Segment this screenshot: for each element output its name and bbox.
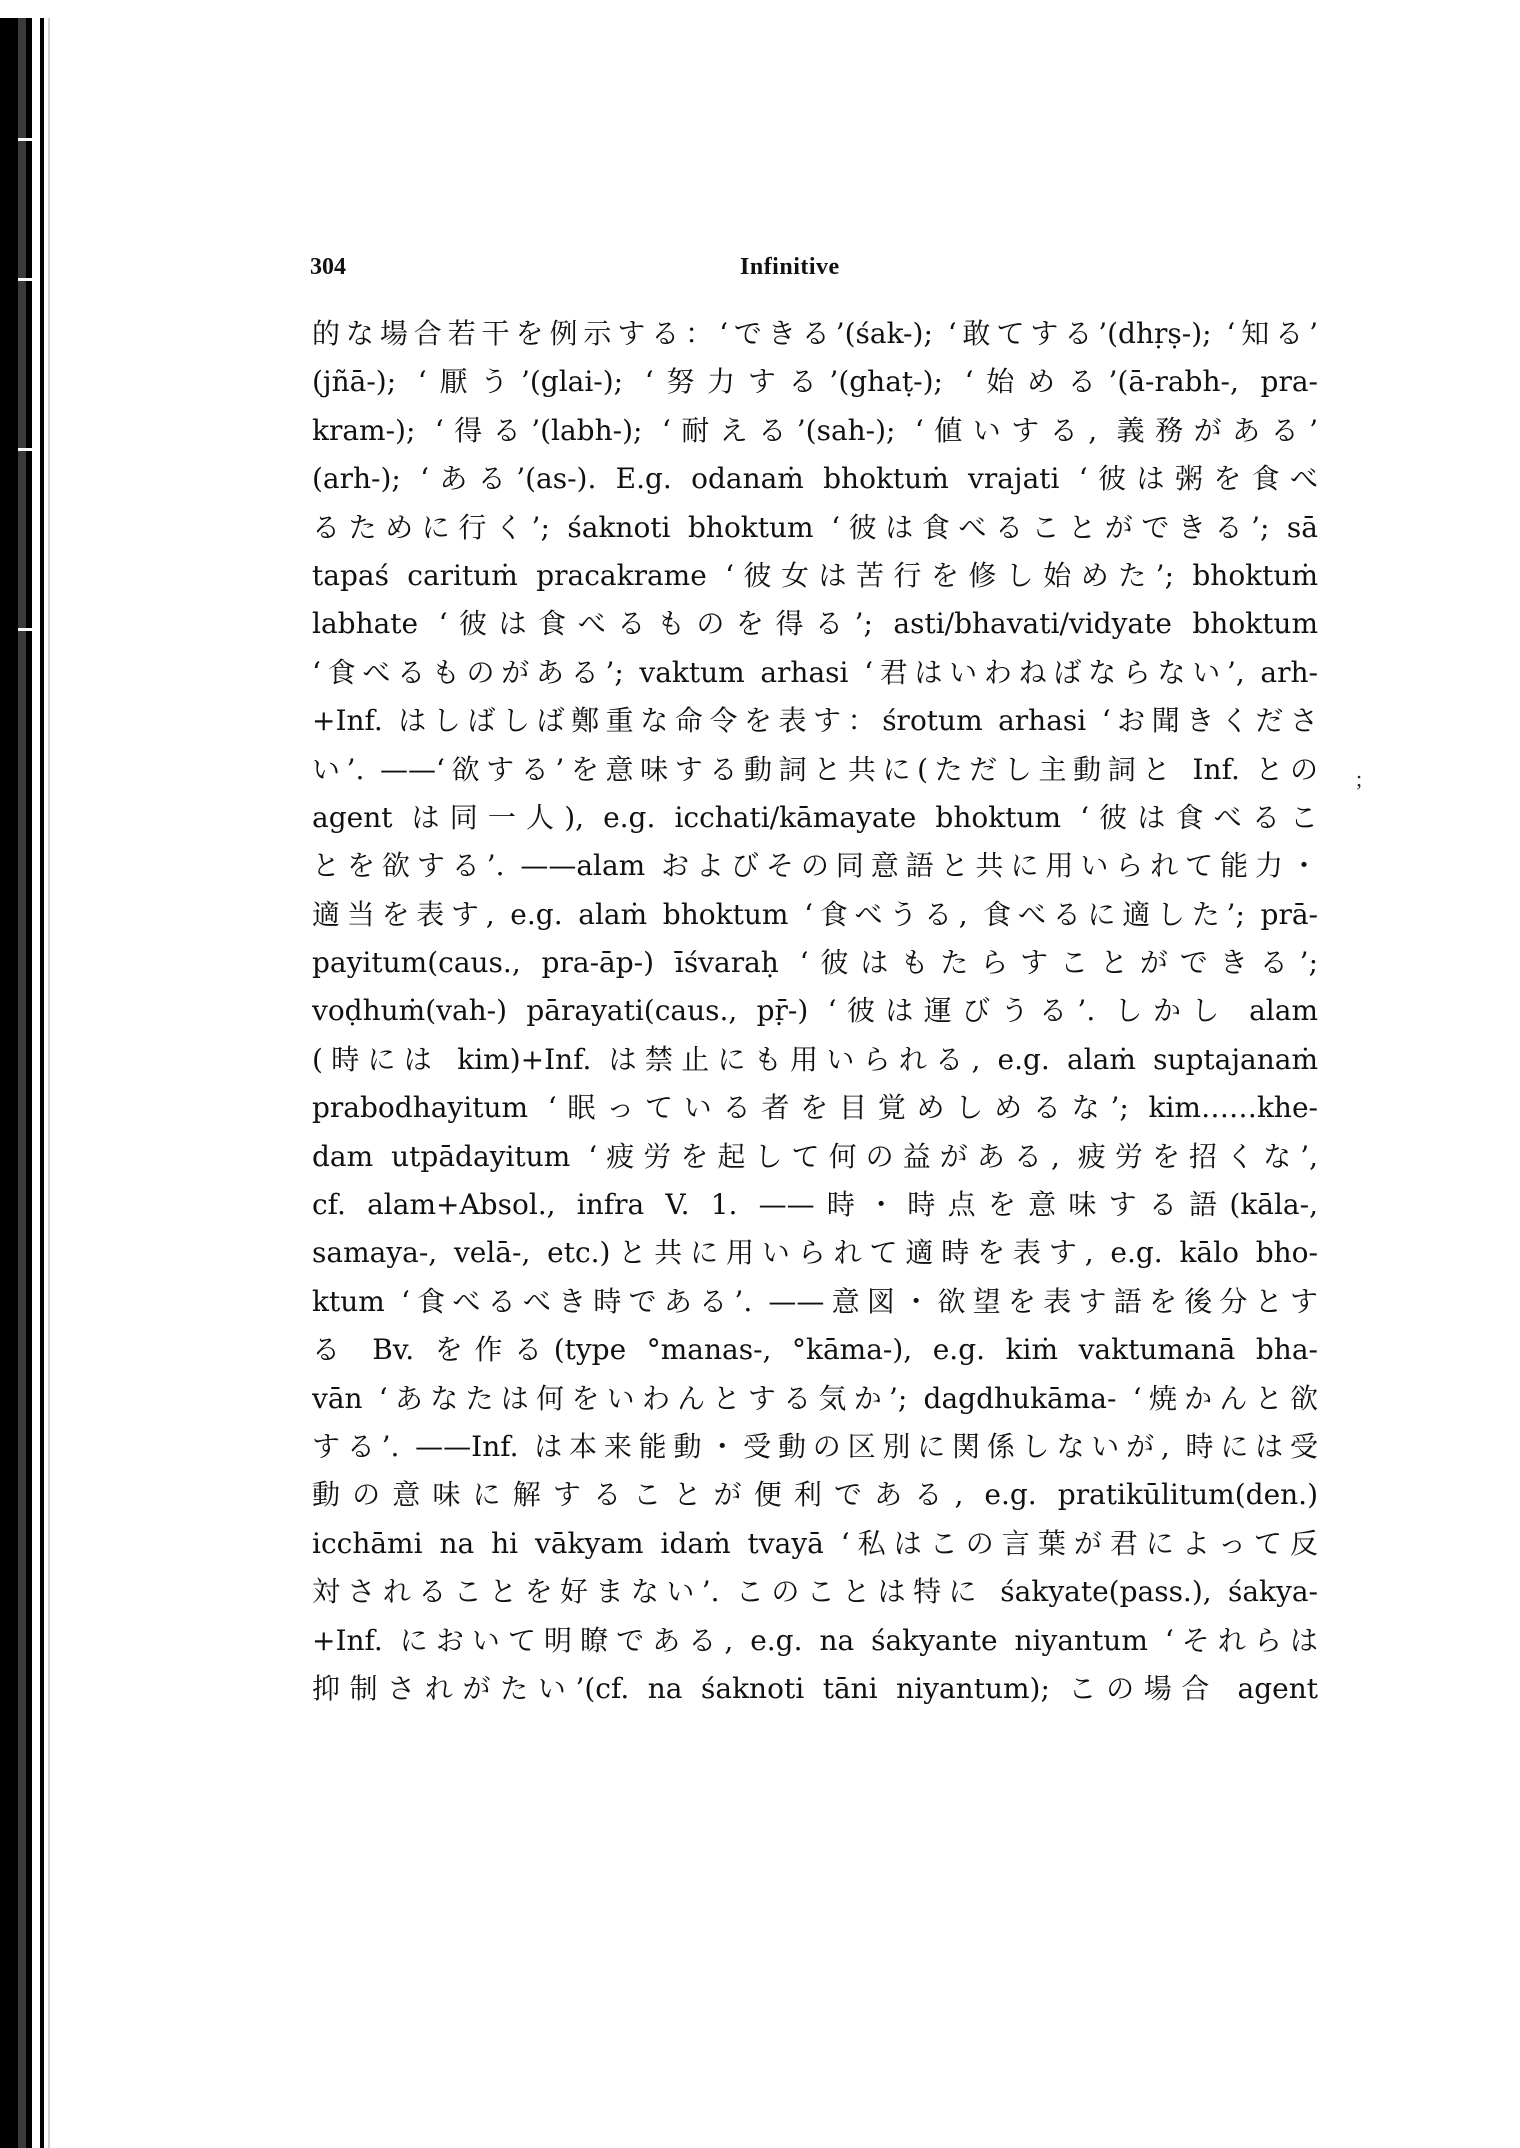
text-line: tapaś carituṁ pracakrame ‘彼女は苦行を修し始めた’; bhoktuṁ [312, 558, 1318, 592]
scan-edge-line [48, 18, 50, 2148]
text-line: cf. alam+Absol., infra V. 1. ——時・時点を意味する語(kāla-, [312, 1188, 1318, 1222]
scan-edge [0, 18, 52, 2148]
text-line: (arh-); ‘ある’(as-). E.g. odanaṁ bhoktuṁ vrajati ‘彼は粥を食べ [312, 462, 1318, 496]
text-line: voḍhuṁ(vah-) pārayati(caus., pṝ-) ‘彼は運びうる’. しかし alam [312, 994, 1318, 1028]
text-line: (時には kim)+Inf. は禁止にも用いられる, e.g. alaṁ suptajanaṁ [312, 1042, 1318, 1076]
scan-edge-tick [18, 138, 32, 141]
text-line: 的な場合若干を例示する：‘できる’(śak-); ‘敢てする’(dhṛṣ-); ‘知る’ [312, 317, 1318, 350]
text-line: labhate ‘彼は食べるものを得る’; asti/bhavati/vidyate bhoktum [312, 607, 1318, 641]
stray-mark: ; [1356, 766, 1363, 791]
scan-edge-tick [18, 448, 32, 451]
text-line: 動の意味に解することが便利である, e.g. pratikūlitum(den.) [312, 1478, 1318, 1512]
text-line: い’. ——‘欲する’を意味する動詞と共に(ただし主動詞と Inf. との [312, 752, 1318, 786]
body-text [312, 310, 1318, 1713]
text-line: るために行く’; śaknoti bhoktum ‘彼は食べることができる’; sā [312, 510, 1318, 544]
text-line: (jñā-); ‘厭う’(glai-); ‘努力する’(ghaṭ-); ‘始める’(ā-rabh-, pra- [312, 365, 1318, 399]
text-line: kram-); ‘得る’(labh-); ‘耐える’(sah-); ‘値いする, 義務がある’ [312, 413, 1318, 447]
text-line: する’. ——Inf. は本来能動・受動の区別に関係しないが, 時には受 [312, 1429, 1318, 1463]
text-line: る Bv. を作る(type °manas-, °kāma-), e.g. kiṁ vaktumanā bha- [312, 1333, 1318, 1367]
text-line: samaya-, velā-, etc.)と共に用いられて適時を表す, e.g. kālo bho- [312, 1236, 1318, 1270]
text-line: +Inf. において明瞭である, e.g. na śakyante niyantum ‘それらは [312, 1623, 1318, 1657]
text-line: 抑制されがたい’(cf. na śaknoti tāni niyantum); この場合 agent [312, 1671, 1318, 1705]
scan-binding-shadow [0, 18, 50, 2148]
page-header [310, 254, 1310, 294]
scan-edge-tick [18, 628, 32, 631]
text-line: agent は同一人), e.g. icchati/kāmayate bhoktum ‘彼は食べるこ [312, 800, 1318, 834]
running-title: Infinitive [740, 254, 840, 280]
text-line: prabodhayitum ‘眠っている者を目覚めしめるな’; kim……khe- [312, 1091, 1318, 1125]
text-line: 適当を表す, e.g. alaṁ bhoktum ‘食べうる, 食べるに適した’; prā- [312, 897, 1318, 931]
text-line: ktum ‘食べるべき時である’. ——意図・欲望を表す語を後分とす [312, 1284, 1318, 1318]
text-line: dam utpādayitum ‘疲労を起して何の益がある, 疲労を招くな’, [312, 1139, 1318, 1173]
scan-edge-tick [18, 278, 32, 281]
text-line: ‘食べるものがある’; vaktum arhasi ‘君はいわねばならない’, arh- [312, 655, 1318, 689]
page-number: 304 [310, 254, 346, 280]
text-line: とを欲する’. ——alam およびその同意語と共に用いられて能力・ [312, 849, 1318, 883]
text-line: +Inf. はしばしば鄭重な命令を表す：śrotum arhasi ‘お聞きくださ [312, 704, 1318, 738]
text-line: 対されることを好まない’. このことは特に śakyate(pass.), śakya- [312, 1575, 1318, 1609]
text-line: vān ‘あなたは何をいわんとする気か’; dagdhukāma- ‘焼かんと欲 [312, 1381, 1318, 1415]
text-line: payitum(caus., pra-āp-) īśvaraḥ ‘彼はもたらすことができる’; [312, 946, 1318, 980]
text-line: icchāmi na hi vākyam idaṁ tvayā ‘私はこの言葉が君によって反 [312, 1526, 1318, 1560]
